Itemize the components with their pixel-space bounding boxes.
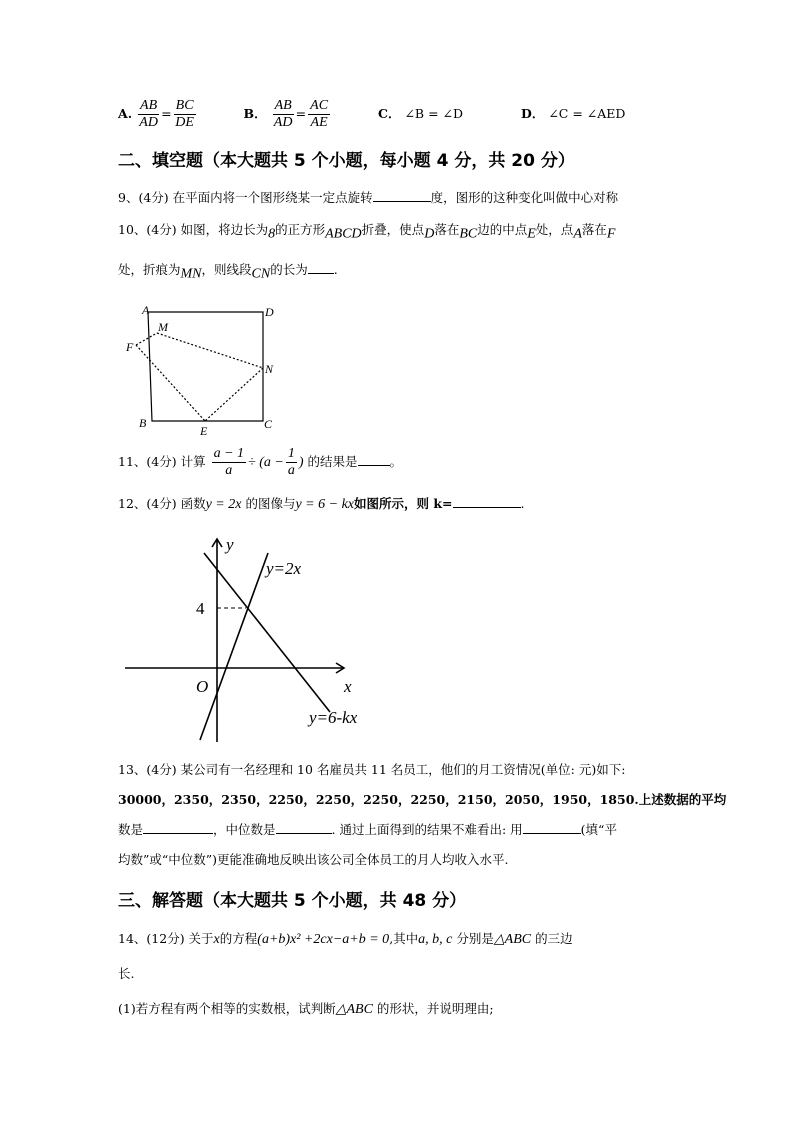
q10-text: . bbox=[333, 262, 338, 277]
equals: = bbox=[161, 106, 172, 121]
label-e: E bbox=[200, 424, 208, 438]
math: A bbox=[573, 226, 582, 242]
q12-text: . bbox=[520, 496, 525, 511]
q11-text: 。 bbox=[389, 454, 403, 469]
math: △ABC bbox=[493, 932, 532, 947]
q14-text: 分别是 bbox=[456, 931, 494, 946]
q10-text: 落在 bbox=[581, 222, 607, 237]
question-13-line3 bbox=[118, 820, 617, 838]
q10-text: 边的中点 bbox=[477, 222, 528, 237]
question-14 bbox=[118, 929, 573, 948]
q14-text: 的三边 bbox=[535, 931, 573, 946]
numerator: BC bbox=[175, 98, 194, 113]
answer-blank[interactable] bbox=[143, 821, 213, 834]
q14-text: 的形状，并说明理由; bbox=[376, 1001, 494, 1016]
q10-text: 处，折痕为 bbox=[118, 262, 181, 277]
numerator: a − 1 bbox=[213, 446, 245, 461]
numerator: 1 bbox=[287, 446, 295, 461]
x-axis-label: x bbox=[344, 677, 352, 696]
q10-text: 10、(4分) 如图，将边长为 bbox=[118, 222, 269, 237]
fraction bbox=[212, 446, 246, 479]
label-d: D bbox=[265, 305, 274, 319]
q10-text: 折叠，使点 bbox=[361, 222, 425, 237]
question-13-line2: 30000，2350，2350，2250，2250，2250，2250，2150，2050，1950，1850.上述数据的平均 bbox=[118, 792, 727, 807]
math: ) bbox=[298, 455, 304, 470]
math: y = 2x bbox=[205, 497, 242, 512]
answer-blank[interactable] bbox=[453, 495, 521, 508]
question-11 bbox=[118, 446, 402, 479]
math: MN bbox=[180, 266, 202, 282]
math: ÷ (a − bbox=[248, 455, 284, 470]
section-2-title: 二、填空题（本大题共 5 个小题，每小题 4 分，共 20 分） bbox=[118, 151, 575, 171]
question-13-line1: 13、(4分) 某公司有一名经理和 10 名雇员共 11 名员工，他们的月工资情况(单位: 元)如下: bbox=[118, 762, 626, 777]
math: (a+b)x² +2cx−a+b = 0 bbox=[257, 932, 390, 947]
question-14-part1 bbox=[118, 999, 494, 1018]
question-14-line2: 长. bbox=[118, 966, 135, 981]
equals: = bbox=[295, 106, 307, 121]
q13-text: 数是 bbox=[118, 822, 144, 837]
option-c-text: ∠B = ∠D bbox=[404, 106, 464, 121]
q14-text: ,其中 bbox=[389, 931, 419, 946]
math: ABCD bbox=[325, 226, 362, 242]
math: F bbox=[606, 226, 616, 242]
fold-lines bbox=[136, 333, 263, 421]
math: x bbox=[213, 932, 220, 947]
q10-text: 的长为 bbox=[270, 262, 308, 277]
q10-text: ，则线段 bbox=[201, 262, 252, 277]
q14-text: 14、(12分) 关于 bbox=[118, 931, 214, 946]
q12-text: 12、(4分) 函数 bbox=[118, 496, 206, 511]
q14-text: 的方程 bbox=[219, 931, 258, 946]
q11-text: 的结果是 bbox=[307, 454, 358, 469]
q10-text: 的正方形 bbox=[275, 222, 326, 237]
math: BC bbox=[459, 226, 478, 242]
answer-blank[interactable] bbox=[523, 821, 581, 834]
fraction bbox=[286, 446, 297, 479]
math: y = 6 − kx bbox=[295, 497, 355, 512]
q14-text: (1)若方程有两个相等的实数根，试判断 bbox=[118, 1001, 336, 1016]
y-axis-label: y bbox=[226, 535, 234, 554]
numerator: AB bbox=[274, 98, 292, 113]
figure2-labels bbox=[196, 535, 358, 727]
option-d-label: D． bbox=[521, 106, 545, 121]
label-f: F bbox=[126, 340, 134, 354]
denominator: AD bbox=[139, 115, 158, 130]
denominator: a bbox=[287, 463, 295, 478]
figure1-labels bbox=[125, 303, 274, 438]
option-d-text: ∠C = ∠AED bbox=[548, 106, 626, 121]
math: CN bbox=[251, 266, 271, 282]
q12-text: 的图像与 bbox=[245, 496, 296, 511]
label-b: B bbox=[139, 416, 147, 430]
line-y-2x bbox=[200, 553, 268, 740]
option-b-label: B． bbox=[243, 106, 267, 121]
denominator: AE bbox=[310, 115, 328, 130]
section-3-title: 三、解答题（本大题共 5 个小题，共 48 分） bbox=[118, 891, 467, 911]
label-a: A bbox=[142, 303, 150, 317]
q9-text-end: 度，图形的这种变化叫做中心对称 bbox=[430, 190, 619, 205]
math: E bbox=[527, 226, 536, 242]
numerator: AC bbox=[310, 98, 329, 113]
math: D bbox=[424, 226, 435, 242]
q10-text: 处，点 bbox=[535, 222, 574, 237]
denominator: DE bbox=[175, 115, 194, 130]
q11-text: 11、(4分) 计算 bbox=[118, 454, 206, 469]
question-13-line4: 均数”或“中位数”)更能准确地反映出该公司全体员工的月人均收入水平. bbox=[118, 852, 509, 867]
q9-text: 9、(4分) 在平面内将一个图形绕某一定点旋转 bbox=[118, 190, 373, 205]
square-fold-figure bbox=[136, 312, 263, 421]
q13-text: . 通过上面得到的结果不难看出: 用 bbox=[331, 822, 523, 837]
answer-blank[interactable] bbox=[276, 821, 332, 834]
tick-label-4: 4 bbox=[196, 599, 205, 618]
line-label-2x: y=2x bbox=[266, 559, 302, 578]
question-12 bbox=[118, 494, 525, 513]
denominator: a bbox=[225, 463, 233, 478]
q13-text: (填“平 bbox=[580, 822, 617, 837]
answer-blank[interactable] bbox=[358, 453, 390, 466]
option-c-label: C． bbox=[378, 106, 401, 121]
q12-text: 如图所示，则 k= bbox=[354, 496, 453, 511]
math: a, b, c bbox=[418, 932, 453, 947]
label-n: N bbox=[265, 362, 274, 376]
option-a-label: A. bbox=[118, 106, 133, 121]
origin-label: O bbox=[196, 677, 209, 696]
q13-text: ，中位数是 bbox=[213, 822, 276, 837]
label-m: M bbox=[158, 320, 168, 334]
denominator: AD bbox=[273, 115, 293, 130]
math: 8 bbox=[268, 226, 276, 242]
label-c: C bbox=[264, 417, 273, 431]
numerator: AB bbox=[140, 98, 158, 113]
q10-text: 落在 bbox=[434, 222, 460, 237]
line-label-6-kx: y=6-kx bbox=[309, 708, 358, 727]
math: △ABC bbox=[335, 1002, 373, 1017]
